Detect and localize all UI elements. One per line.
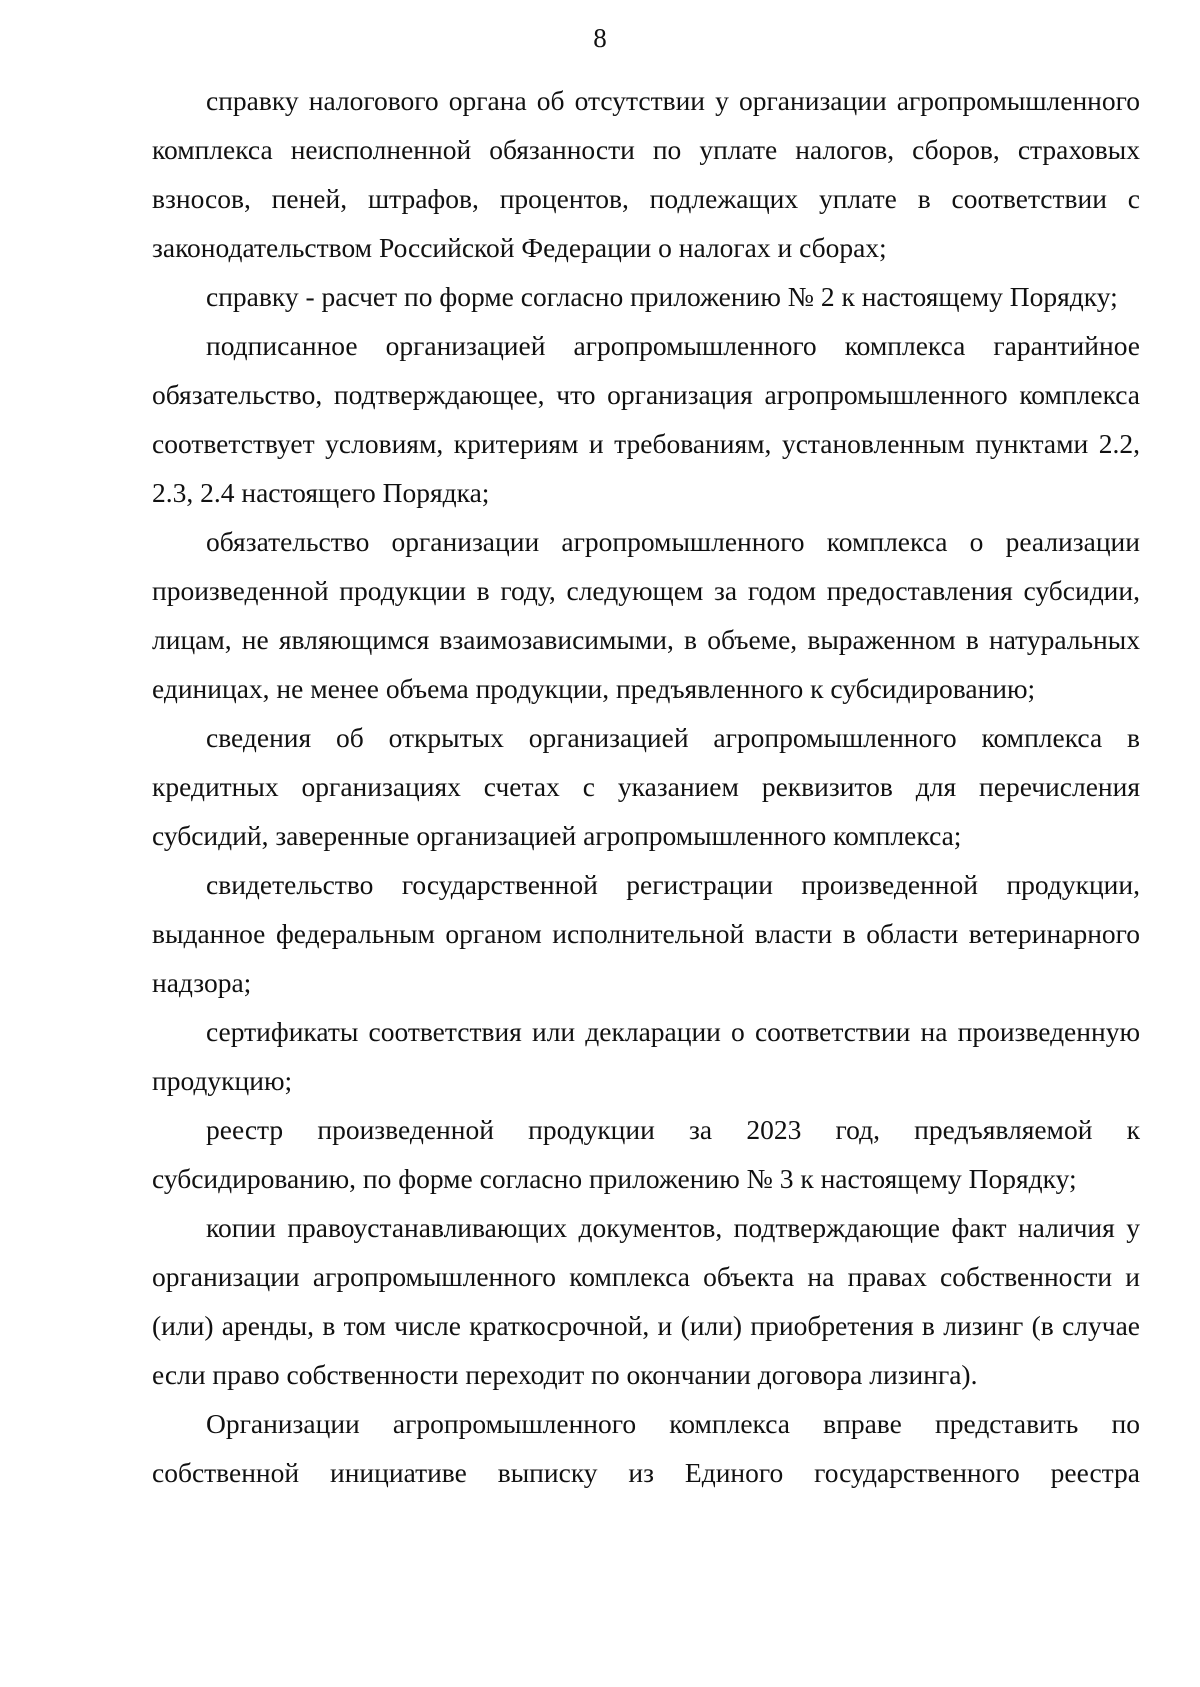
document-body bbox=[152, 76, 1140, 1497]
paragraph-sales-obligation: обязательство организации агропромышленного комплекса о реализации произведенной продукции в году, следующем за годом предоставления субсидии, лицам, не являющимся взаимозависимыми, в объеме, выраженном в натуральных единицах, не менее объема продукции, предъявленного к субсидированию; bbox=[152, 526, 1140, 704]
paragraph-guarantee-obligation: подписанное организацией агропромышленного комплекса гарантийное обязательство, подтверждающее, что организация агропромышленного комплекса соответствует условиям, критериям и требованиям, установленным пунктами 2.2, 2.3, 2.4 настоящего Порядка; bbox=[152, 330, 1140, 508]
paragraph-tax-certificate: справку налогового органа об отсутствии у организации агропромышленного комплекса неисполненной обязанности по уплате налогов, сборов, страховых взносов, пеней, штрафов, процентов, подлежащих уплате в соответствии с законодательством Российской Федерации о налогах и сборах; bbox=[152, 85, 1140, 263]
paragraph-conformity-certificates: сертификаты соответствия или декларации о соответствии на произведенную продукцию; bbox=[152, 1016, 1140, 1096]
paragraph-registration-certificate: свидетельство государственной регистрации произведенной продукции, выданное федеральным органом исполнительной власти в области ветеринарного надзора; bbox=[152, 869, 1140, 998]
page-number: 8 bbox=[593, 23, 607, 53]
paragraph-bank-accounts: сведения об открытых организацией агропромышленного комплекса в кредитных организациях счетах с указанием реквизитов для перечисления субсидий, заверенные организацией агропромышленного комплекса; bbox=[152, 722, 1140, 851]
paragraph-title-documents: копии правоустанавливающих документов, подтверждающие факт наличия у организации агропромышленного комплекса объекта на правах собственности и (или) аренды, в том числе краткосрочной, и (или) приобретения в лизинг (в случае если право собственности переходит по окончании договора лизинга). bbox=[152, 1212, 1140, 1390]
paragraph-optional-extract: Организации агропромышленного комплекса вправе представить по собственной инициативе выписку из Единого государственного реестра bbox=[152, 1408, 1140, 1488]
paragraph-product-registry: реестр произведенной продукции за 2023 год, предъявляемой к субсидированию, по форме согласно приложению № 3 к настоящему Порядку; bbox=[152, 1114, 1140, 1194]
paragraph-calculation-certificate: справку - расчет по форме согласно приложению № 2 к настоящему Порядку; bbox=[206, 281, 1118, 312]
